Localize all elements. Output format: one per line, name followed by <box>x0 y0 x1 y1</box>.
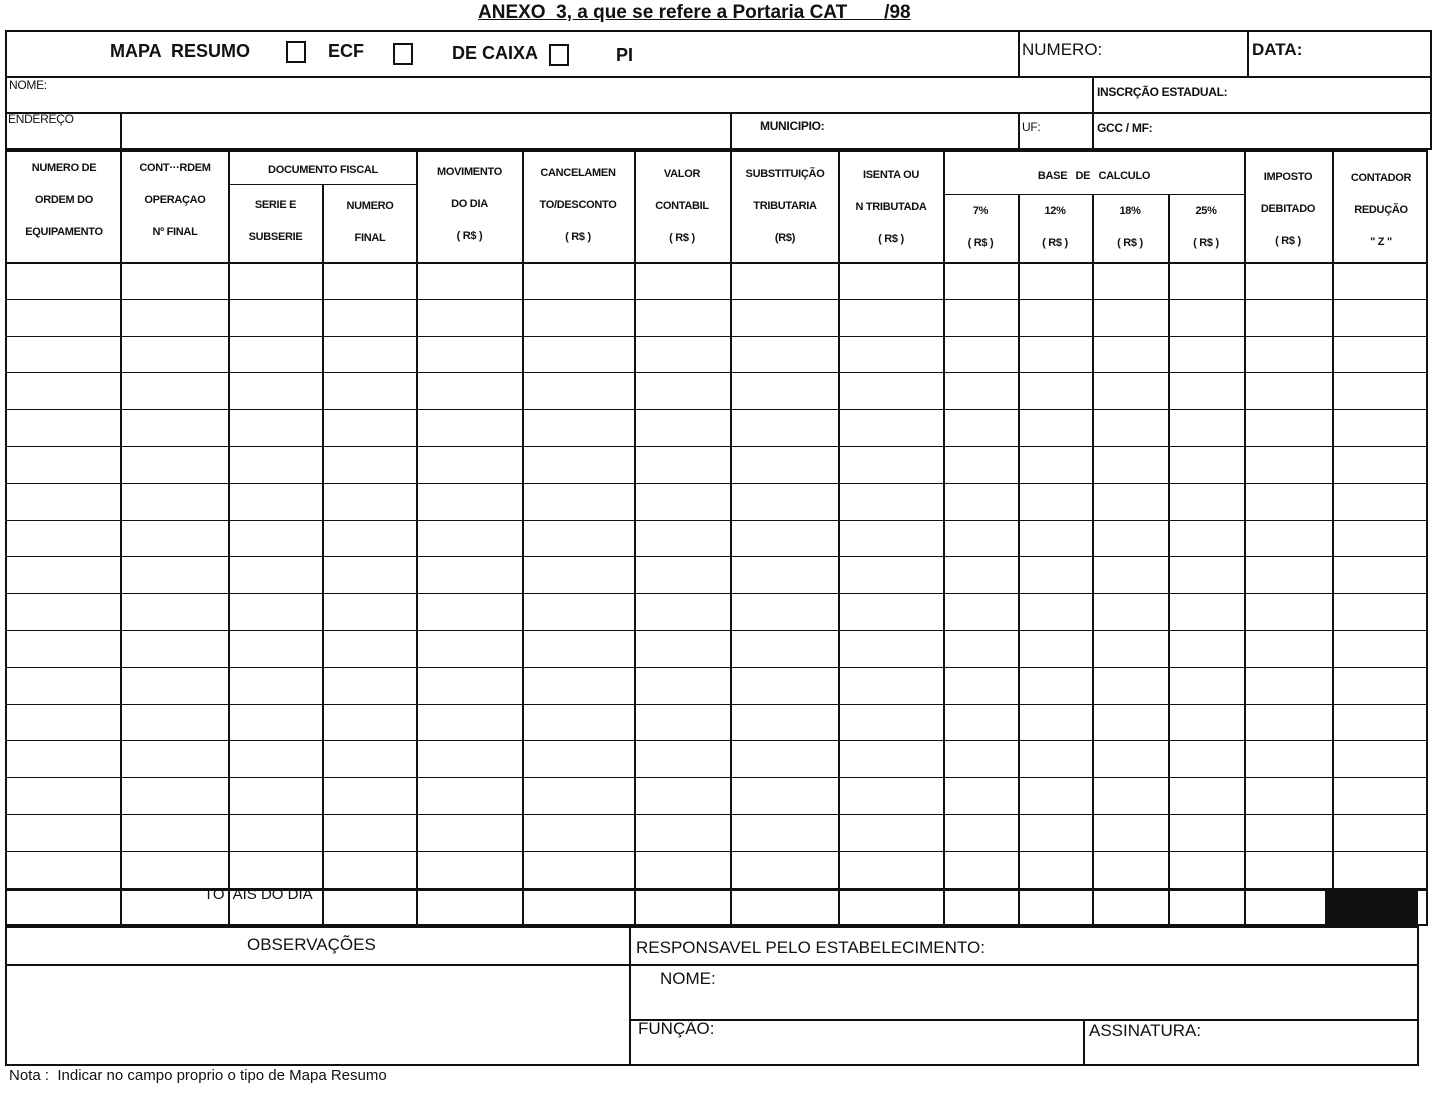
col-substituicao: SUBSTITUIÇÃO TRIBUTARIA (R$) <box>745 168 825 244</box>
col-documento-fiscal: DOCUMENTO FISCAL <box>268 164 378 176</box>
observacoes-field[interactable] <box>8 967 626 1063</box>
col-cancelamento: CANCELAMEN TO/DESCONTO ( R$ ) <box>539 167 617 243</box>
nome-field[interactable]: NOME: <box>9 78 47 92</box>
subheader-divider <box>228 184 416 185</box>
uf-field[interactable]: UF: <box>1022 120 1041 134</box>
col-numero-final: NUMERO FINAL <box>346 200 394 244</box>
form-title: ANEXO 3, a que se refere a Portaria CAT /98 <box>478 2 911 23</box>
table-row <box>5 814 1428 815</box>
responsavel-label: RESPONSAVEL PELO ESTABELECIMENTO: <box>636 938 985 957</box>
subheader-divider <box>943 194 1244 195</box>
table-row <box>5 667 1428 668</box>
col-movimento: MOVIMENTO DO DIA ( R$ ) <box>437 166 502 242</box>
table-row <box>5 851 1428 852</box>
column-divider <box>1244 150 1246 926</box>
column-divider <box>522 150 524 926</box>
column-divider <box>1018 194 1020 926</box>
table-row <box>5 483 1428 484</box>
column-divider <box>1168 194 1170 926</box>
column-divider <box>1092 194 1094 926</box>
column-divider <box>943 150 945 926</box>
cgc-field[interactable]: GCC / MF: <box>1097 121 1153 135</box>
col-serie: SERIE E SUBSERIE <box>248 199 303 243</box>
column-divider <box>416 150 418 926</box>
col-imposto: IMPOSTO DEBITADO ( R$ ) <box>1260 171 1316 247</box>
column-divider <box>228 150 230 926</box>
pdv-label: PI <box>616 45 634 65</box>
col-aliquota: 18% ( R$ ) <box>1117 205 1143 249</box>
column-divider <box>634 150 636 926</box>
table-row <box>5 556 1428 557</box>
endereco-field[interactable]: ENDEREÇO <box>8 112 74 126</box>
col-aliquota: 7% ( R$ ) <box>967 205 994 249</box>
mapa-resumo-checkbox[interactable] <box>286 41 306 63</box>
column-divider <box>1332 150 1334 926</box>
table-row <box>5 704 1428 705</box>
municipio-field[interactable]: MUNICIPIO: <box>760 119 825 133</box>
col-isenta: ISENTA OU N TRIBUTADA ( R$ ) <box>855 169 927 245</box>
col-valor-contabil: VALOR CONTABIL ( R$ ) <box>655 168 709 244</box>
table-border <box>5 150 1428 926</box>
col-base-calculo: BASE DE CALCULO <box>1037 170 1151 182</box>
column-divider <box>730 150 732 926</box>
ecf-checkbox[interactable] <box>393 43 413 65</box>
column-divider <box>120 150 122 926</box>
col-contador-operacao: CONT···RDEM OPERAÇAO Nº FINAL <box>139 162 211 238</box>
table-row <box>5 777 1428 778</box>
responsavel-nome-field[interactable]: NOME: <box>660 969 716 988</box>
table-row <box>5 593 1428 594</box>
ecf-label: ECF <box>328 41 364 61</box>
funcao-field[interactable]: FUNÇÃO: <box>638 1019 715 1038</box>
de-caixa-checkbox[interactable] <box>549 44 569 66</box>
table-row <box>5 336 1428 337</box>
data-field[interactable]: DATA: <box>1252 40 1303 59</box>
col-aliquota: 25% ( R$ ) <box>1193 205 1219 249</box>
assinatura-field[interactable]: ASSINATURA: <box>1089 1021 1202 1040</box>
de-caixa-label: DE CAIXA <box>452 43 539 63</box>
table-row <box>5 446 1428 447</box>
table-row <box>5 409 1428 410</box>
table-row <box>5 372 1428 373</box>
col-aliquota: 12% ( R$ ) <box>1042 205 1068 249</box>
col-numero-ordem: NUMERO DE ORDEM DO EQUIPAMENTO <box>25 162 103 238</box>
table-row <box>5 740 1428 741</box>
numero-field[interactable]: NUMERO: <box>1022 40 1103 59</box>
table-row <box>5 630 1428 631</box>
table-row <box>5 299 1428 300</box>
contador-z-total-shaded <box>1325 890 1418 927</box>
totais-label: TOTAIS DO DIA <box>204 886 313 903</box>
mapa-resumo-label: MAPA RESUMO <box>110 41 251 61</box>
observacoes-label: OBSERVAÇÕES <box>247 935 376 954</box>
col-contador-z: CONTADOR REDUÇÃO " Z " <box>1350 172 1412 248</box>
table-row <box>5 520 1428 521</box>
inscricao-field[interactable]: INSCRÇÃO ESTADUAL: <box>1097 85 1228 99</box>
column-divider <box>838 150 840 926</box>
nota-text: Nota : Indicar no campo proprio o tipo de Mapa Resumo <box>9 1067 387 1084</box>
header-divider <box>5 262 1428 264</box>
